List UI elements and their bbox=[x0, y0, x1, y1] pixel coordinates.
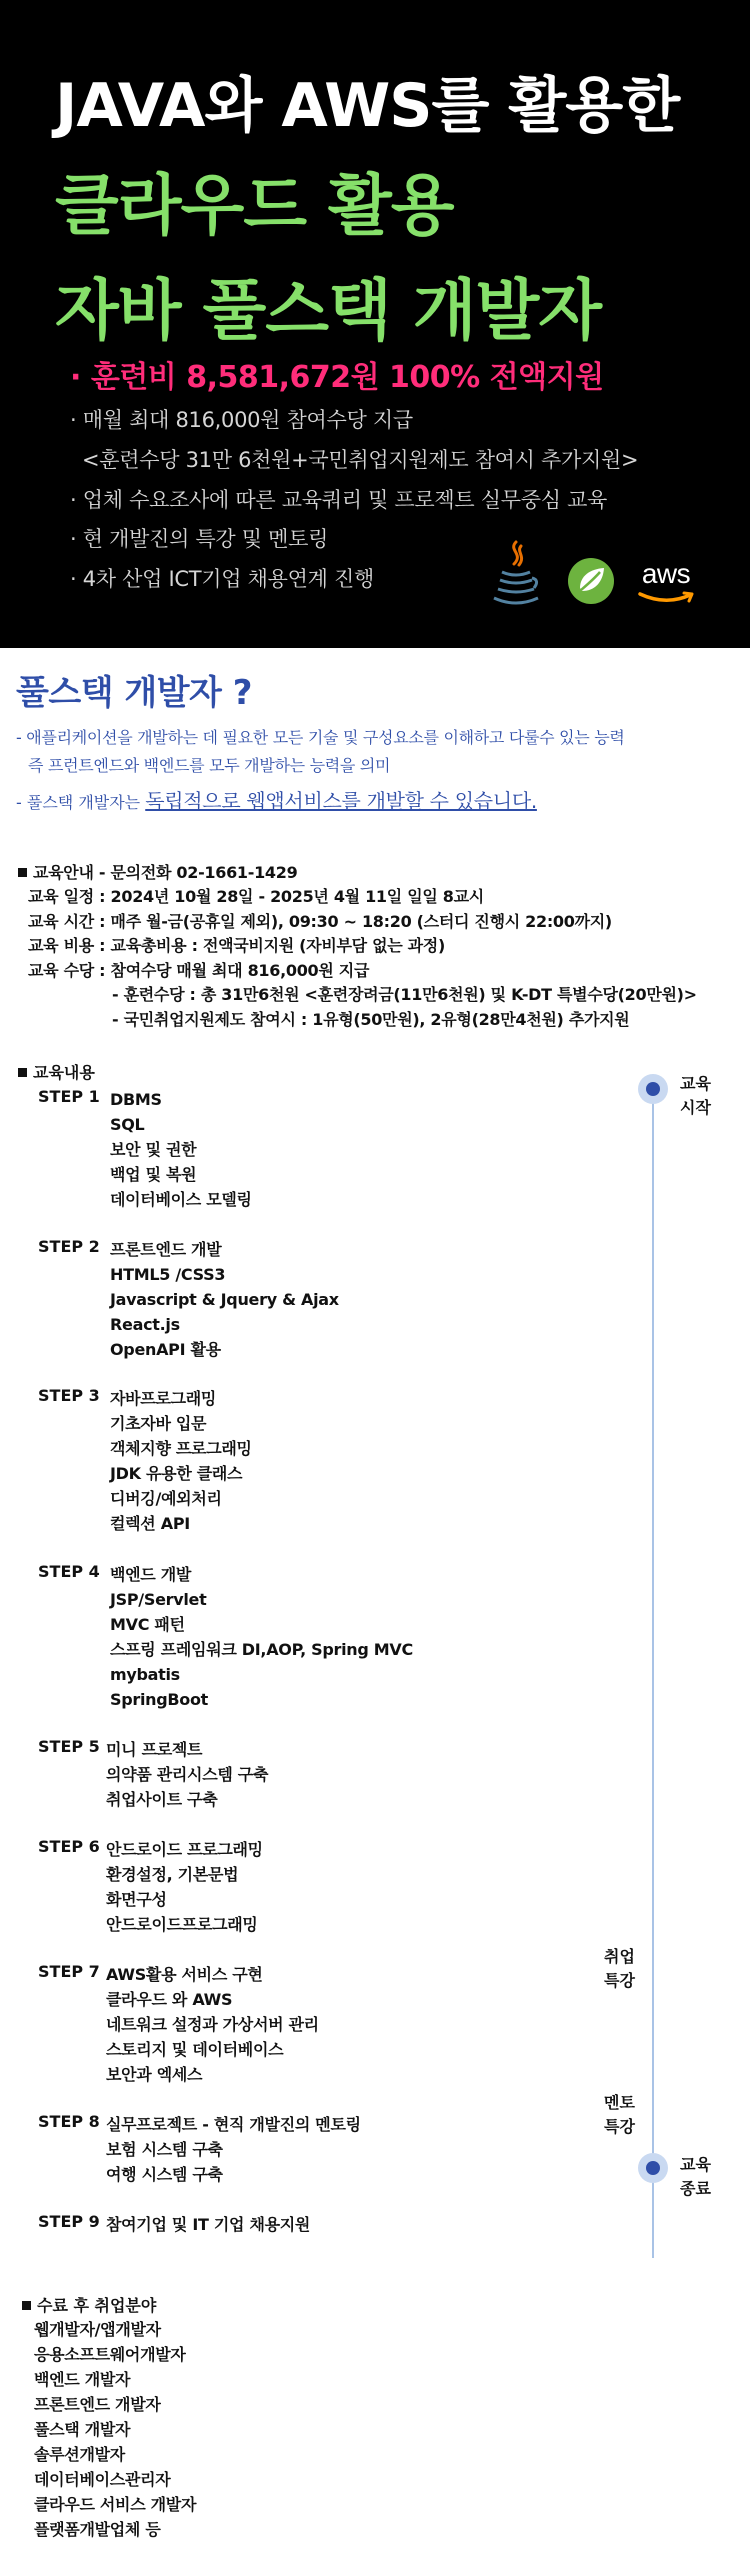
step-item: 참여기업 및 IT 기업 채용지원 bbox=[106, 2215, 311, 2234]
step-item: DBMS bbox=[110, 1090, 162, 1109]
info-allowance-detail: - 훈련수당 : 총 31만6천원 <훈련장려금(11만6천원) 및 K-DT 특별수당(20만원)> bbox=[112, 985, 697, 1004]
fullstack-summary-emphasis: 독립적으로 웹앱서비스를 개발할 수 있습니다. bbox=[145, 789, 537, 813]
step-label: STEP 2 bbox=[38, 1237, 100, 1256]
step-item: 보안과 엑세스 bbox=[106, 2065, 203, 2084]
hero-benefit: <훈련수당 31만 6천원+국민취업지원제도 참여시 추가지원> bbox=[82, 448, 639, 472]
info-heading bbox=[18, 860, 297, 883]
curriculum-heading bbox=[18, 1060, 95, 1083]
info-heading-text: 교육안내 - 문의전화 02-1661-1429 bbox=[33, 863, 298, 882]
step-item: 안드로이드프로그래밍 bbox=[106, 1915, 258, 1934]
step-item: 여행 시스템 구축 bbox=[106, 2165, 223, 2184]
step-item: 컬렉션 API bbox=[110, 1514, 190, 1533]
step-item: Javascript & Jquery & Ajax bbox=[110, 1290, 339, 1309]
step-item: 미니 프로젝트 bbox=[106, 1740, 203, 1759]
career-item: 플랫폼개발업체 등 bbox=[34, 2520, 161, 2539]
timeline-end-dot-icon bbox=[638, 2153, 668, 2183]
step-item: React.js bbox=[110, 1315, 180, 1334]
step-item: 프론트엔드 개발 bbox=[110, 1240, 222, 1259]
timeline-end-label: 교육 종료 bbox=[680, 2155, 711, 2198]
step-label: STEP 1 bbox=[38, 1087, 100, 1106]
step-item: 백업 및 복원 bbox=[110, 1165, 197, 1184]
step-label: STEP 9 bbox=[38, 2212, 100, 2231]
fullstack-summary bbox=[16, 785, 537, 814]
step-item: 백엔드 개발 bbox=[110, 1565, 192, 1584]
curriculum-heading-text: 교육내용 bbox=[33, 1063, 95, 1082]
timeline-start-label: 교육 시작 bbox=[680, 1074, 711, 1117]
hero-title-line2: 클라우드 활용 bbox=[55, 167, 454, 244]
step-item: 기초자바 입문 bbox=[110, 1414, 207, 1433]
step-item: AWS활용 서비스 구현 bbox=[106, 1965, 263, 1984]
step-label: STEP 8 bbox=[38, 2112, 100, 2131]
step-item: HTML5 /CSS3 bbox=[110, 1265, 226, 1284]
step-item: 화면구성 bbox=[106, 1890, 167, 1909]
step-item: 환경설정, 기본문법 bbox=[106, 1865, 239, 1884]
step-item: MVC 패턴 bbox=[110, 1615, 185, 1634]
career-item: 솔루션개발자 bbox=[34, 2445, 125, 2464]
step-item: SQL bbox=[110, 1115, 145, 1134]
career-item: 백엔드 개발자 bbox=[34, 2370, 131, 2389]
career-item: 응용소프트웨어개발자 bbox=[34, 2345, 186, 2364]
info-allowance-detail: - 국민취업지원제도 참여시 : 1유형(50만원), 2유형(28만4천원) 추가지원 bbox=[112, 1010, 630, 1029]
step-item: 네트워크 설정과 가상서버 관리 bbox=[106, 2015, 319, 2034]
step-label: STEP 4 bbox=[38, 1562, 100, 1581]
step-label: STEP 5 bbox=[38, 1737, 100, 1756]
step-item: JDK 유용한 클래스 bbox=[110, 1464, 243, 1483]
step-item: mybatis bbox=[110, 1665, 180, 1684]
aws-logo-text: aws bbox=[641, 558, 691, 589]
hero-banner bbox=[0, 0, 750, 648]
aws-logo-icon bbox=[634, 556, 698, 606]
step-item: OpenAPI 활용 bbox=[110, 1340, 221, 1359]
hero-benefit: · 업체 수요조사에 따른 교육쿼리 및 프로젝트 실무중심 교육 bbox=[70, 488, 608, 512]
step-item: 보안 및 권한 bbox=[110, 1140, 197, 1159]
career-item: 풀스택 개발자 bbox=[34, 2420, 131, 2439]
square-bullet-icon bbox=[22, 2301, 31, 2310]
career-list bbox=[34, 2317, 196, 2542]
step-item: 취업사이트 구축 bbox=[106, 1790, 218, 1809]
career-item: 클라우드 서비스 개발자 bbox=[34, 2495, 197, 2514]
step-item: 객체지향 프로그래밍 bbox=[110, 1439, 252, 1458]
hero-title-line3: 자바 풀스택 개발자 bbox=[55, 272, 602, 349]
info-time: 교육 시간 : 매주 월-금(공휴일 제외), 09:30 ~ 18:20 (스터디 진행시 22:00까지) bbox=[28, 912, 612, 931]
career-heading-text: 수료 후 취업분야 bbox=[37, 2296, 157, 2315]
fullstack-summary-prefix: - 풀스택 개발자는 bbox=[16, 793, 146, 812]
step-item: 디버깅/예외처리 bbox=[110, 1489, 222, 1508]
square-bullet-icon bbox=[18, 868, 27, 877]
step-item: 클라우드 와 AWS bbox=[106, 1990, 233, 2009]
hero-title-line1: JAVA와 AWS를 활용한 bbox=[55, 71, 680, 141]
step-item: JSP/Servlet bbox=[110, 1590, 207, 1609]
step-label: STEP 6 bbox=[38, 1837, 100, 1856]
hero-benefit: · 4차 산업 ICT기업 채용연계 진행 bbox=[70, 567, 374, 591]
square-bullet-icon bbox=[18, 1068, 27, 1077]
spring-logo-icon bbox=[566, 556, 616, 606]
step-item: 보험 시스템 구축 bbox=[106, 2140, 223, 2159]
step-item: 데이터베이스 모델링 bbox=[110, 1190, 252, 1209]
step-item: 실무프로젝트 - 현직 개발진의 멘토링 bbox=[106, 2115, 361, 2134]
step-item: 의약품 관리시스템 구축 bbox=[106, 1765, 269, 1784]
step-label: STEP 3 bbox=[38, 1386, 100, 1405]
hero-benefit: · 현 개발진의 특강 및 멘토링 bbox=[70, 527, 329, 551]
timeline-job-lecture-label: 취업 특강 bbox=[604, 1947, 635, 1990]
career-item: 프론트엔드 개발자 bbox=[34, 2395, 161, 2414]
fullstack-description: 즉 프런트엔드와 백엔드를 모두 개발하는 능력을 의미 bbox=[28, 756, 391, 775]
fullstack-title: 풀스택 개발자 ? bbox=[16, 673, 252, 713]
step-item: SpringBoot bbox=[110, 1690, 209, 1709]
career-heading bbox=[22, 2293, 156, 2316]
info-schedule: 교육 일정 : 2024년 10월 28일 - 2025년 4월 11일 일일 8교시 bbox=[28, 887, 484, 906]
career-item: 웹개발자/앱개발자 bbox=[34, 2320, 161, 2339]
timeline-mentoring-label: 멘토 특강 bbox=[604, 2093, 635, 2136]
java-logo-icon bbox=[488, 538, 544, 608]
hero-benefit: · 매월 최대 816,000원 참여수당 지급 bbox=[70, 408, 413, 432]
step-item: 스프링 프레임워크 DI,AOP, Spring MVC bbox=[110, 1640, 413, 1659]
career-item: 데이터베이스관리자 bbox=[34, 2470, 171, 2489]
fullstack-description: - 애플리케이션을 개발하는 데 필요한 모든 기술 및 구성요소를 이해하고 다룰수 있는 능력 bbox=[16, 728, 625, 747]
step-label: STEP 7 bbox=[38, 1962, 100, 1981]
step-item: 안드로이드 프로그래밍 bbox=[106, 1840, 263, 1859]
step-item: 스토리지 및 데이터베이스 bbox=[106, 2040, 284, 2059]
tuition-highlight: · 훈련비 8,581,672원 100% 전액지원 bbox=[70, 360, 604, 395]
step-item: 자바프로그래밍 bbox=[110, 1389, 217, 1408]
info-cost: 교육 비용 : 교육총비용 : 전액국비지원 (자비부담 없는 과정) bbox=[28, 936, 445, 955]
info-allowance: 교육 수당 : 참여수당 매월 최대 816,000원 지급 bbox=[28, 961, 370, 980]
timeline-line bbox=[652, 1088, 654, 2258]
timeline-start-dot-icon bbox=[638, 1074, 668, 1104]
